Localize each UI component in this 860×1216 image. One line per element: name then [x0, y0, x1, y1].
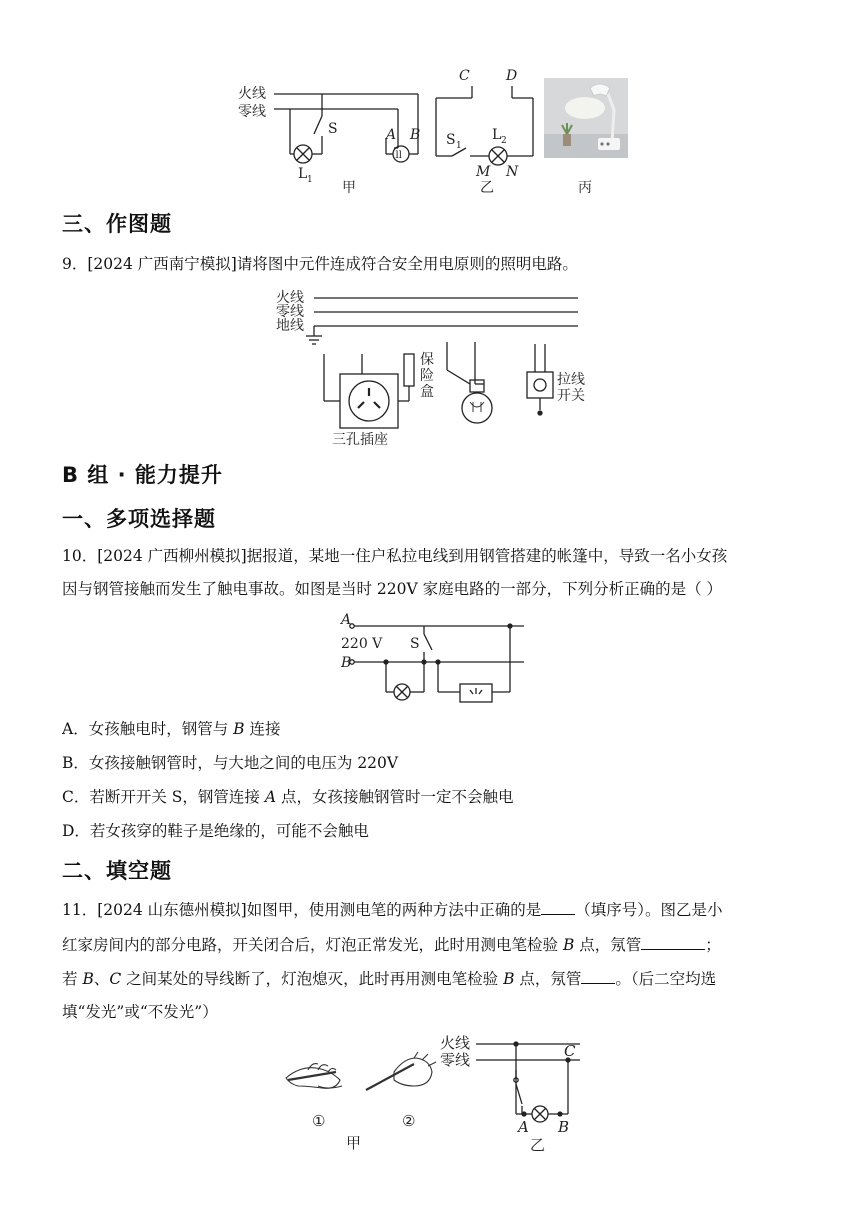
fig11-c: C	[564, 1042, 576, 1060]
yi-caption: 乙	[480, 180, 494, 196]
question-11-line-4: 填“发光”或“不发光”）	[62, 1003, 218, 1021]
jia-socket-symbol: ll	[395, 150, 402, 161]
option-a: A．女孩触电时，钢管与 B 连接	[62, 720, 281, 738]
question-9-text: 9．[2024 广西南宁模拟]请将图中元件连成符合安全用电原则的照明电路。	[62, 255, 578, 273]
fig11-a: A	[518, 1118, 529, 1136]
bing-caption: 丙	[578, 180, 592, 196]
yi-lamp-label: L	[492, 127, 502, 143]
fig11-b: B	[558, 1118, 570, 1136]
yi-lamp-sub: 2	[501, 136, 507, 146]
question-11-line-3: 若 B、C 之间某处的导线断了，灯泡熄灭，此时再用测电笔检验 B 点，氖管 。（后二空均选	[62, 963, 716, 996]
section-title-multiple-choice: 一、多项选择题	[62, 507, 216, 531]
jia-huoxian: 火线	[238, 86, 266, 102]
fig9-socket-label: 三孔插座	[332, 432, 388, 448]
fig9-fuse-3: 盒	[420, 384, 434, 400]
blank-2[interactable]	[641, 931, 705, 950]
option-c: C．若断开开关 S，钢管连接 A 点，女孩接触钢管时一定不会触电	[62, 788, 514, 806]
jia-socket-a: A	[386, 127, 397, 143]
fig9-fuse-2: 险	[420, 368, 434, 384]
option-b: B．女孩接触钢管时，与大地之间的电压为 220V	[62, 754, 399, 772]
fig10-voltage: 220 V	[341, 636, 383, 652]
question-11-line-1: 11．[2024 山东德州模拟]如图甲，使用测电笔的两种方法中正确的是 （填序号）。图乙是小	[62, 894, 722, 927]
fig10-switch: S	[410, 636, 420, 652]
jia-caption: 甲	[342, 180, 356, 196]
fig10-a: A	[341, 612, 352, 628]
test-pen-method-2	[366, 1052, 436, 1090]
fig10-b: B	[341, 655, 352, 671]
blank-3[interactable]	[581, 965, 615, 984]
yi-n: N	[506, 164, 519, 180]
figure-10	[338, 612, 528, 712]
fig11-circle-2: ②	[402, 1112, 416, 1130]
fig9-huoxian: 火线	[276, 290, 304, 306]
option-d: D．若女孩穿的鞋子是绝缘的，可能不会触电	[62, 822, 369, 840]
jia-lamp-sub: 1	[307, 175, 313, 185]
fig11-circle-1: ①	[312, 1112, 326, 1130]
jia-switch-label: S	[328, 121, 338, 137]
jia-socket-b: B	[410, 127, 421, 143]
fig11-yi: 乙	[530, 1136, 546, 1154]
figure-11	[278, 1030, 588, 1156]
figure-9	[270, 284, 590, 450]
question-10-line-1: 10．[2024 广西柳州模拟]据报道，某地一住户私拉电线到用钢管搭建的帐篷中，导致一名小女孩	[62, 547, 728, 565]
jia-lingxian: 零线	[238, 104, 266, 120]
group-b-title: B 组 · 能力提升	[62, 463, 223, 487]
blank-1[interactable]	[541, 896, 575, 915]
fig9-pullswitch-1: 拉线	[557, 372, 585, 388]
section-title-fill-blank: 二、填空题	[62, 859, 172, 883]
jia-lamp-label: L	[298, 166, 308, 182]
desk-lamp-photo	[544, 78, 628, 158]
yi-switch-sub: 1	[456, 141, 462, 151]
top-figure	[230, 64, 640, 200]
question-11-line-2: 红家房间内的部分电路，开关闭合后，灯泡正常发光，此时用测电笔检验 B 点，氖管 ；	[62, 929, 721, 962]
section-title-drawing: 三、作图题	[62, 212, 172, 236]
fig9-lingxian: 零线	[276, 304, 304, 320]
test-pen-method-1	[286, 1064, 342, 1089]
fig9-dixian: 地线	[276, 318, 304, 334]
yi-c: C	[459, 68, 470, 84]
question-10-line-2: 因与钢管接触而发生了触电事故。如图是当时 220V 家庭电路的一部分，下列分析正确的是（ ）	[62, 580, 723, 598]
yi-m: M	[476, 164, 491, 180]
fig9-pullswitch-2: 开关	[557, 388, 585, 404]
yi-switch-label: S	[446, 132, 456, 148]
fig9-fuse-1: 保	[420, 352, 434, 368]
fig11-lingxian: 零线	[440, 1051, 471, 1069]
fig11-jia: 甲	[346, 1134, 362, 1152]
fig11-huoxian: 火线	[440, 1034, 471, 1052]
yi-d: D	[506, 68, 518, 84]
